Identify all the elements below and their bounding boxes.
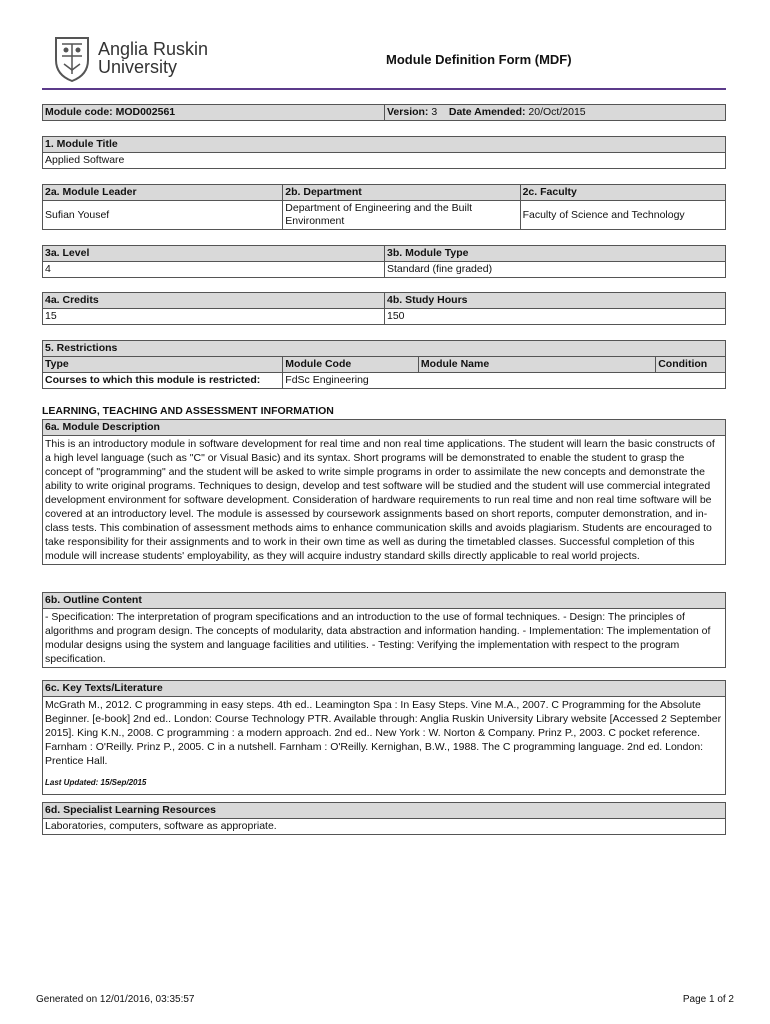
date-amended-value: 20/Oct/2015 [528, 106, 586, 118]
form-title: Module Definition Form (MDF) [386, 52, 572, 67]
module-code-table [42, 104, 726, 121]
level-table [42, 245, 726, 278]
logo-line-2: University [98, 57, 178, 77]
credits-table [42, 292, 726, 325]
leader-head: 2a. Module Leader [43, 185, 282, 200]
study-hours-value: 150 [384, 309, 725, 324]
learning-resources-head: 6d. Specialist Learning Resources [43, 803, 725, 818]
version-label: Version: [387, 106, 429, 118]
learning-resources-table [42, 802, 726, 835]
key-texts-body: McGrath M., 2012. C programming in easy steps. 4th ed.. Leamington Spa : In Easy Steps. Vine M.A., 2007. C Programming for the Absolute Beginner. [e-book] 2nd ed.. London: Course Technology PTR. Available through: Anglia Ruskin University Library website [Accessed 2 September 2015]. King K.N., 2008. C programming : a modern approach. 2nd ed.. New York : W. Norton & Company. Prinz P., 2003. C pocket reference. Farnham : O'Reilly. Prinz P., 2005. C in a nutshell. Farnham : O'Reilly. Kernighan, B.W., 1988. The C programming language. 2nd ed. London: Prentice Hall. [45, 699, 722, 767]
header-rule [42, 88, 726, 90]
col-condition: Condition [655, 357, 725, 372]
credits-value: 15 [45, 310, 57, 322]
restriction-name [418, 373, 655, 388]
key-texts-table [42, 680, 726, 795]
restrictions-head: 5. Restrictions [43, 341, 725, 356]
page-number: Page 1 of 2 [682, 994, 734, 1005]
module-title-head: 1. Module Title [43, 137, 725, 152]
key-texts-head: 6c. Key Texts/Literature [43, 681, 725, 696]
generated-on: Generated on 12/01/2016, 03:35:57 [36, 994, 195, 1005]
department-value: Department of Engineering and the Built Environment [282, 201, 519, 229]
leader-value: Sufian Yousef [45, 208, 110, 221]
learning-resources-body: Laboratories, computers, software as appropriate. [45, 820, 277, 832]
restrictions-table [42, 340, 726, 389]
faculty-head: 2c. Faculty [520, 185, 725, 200]
date-amended-label: Date Amended: [448, 106, 526, 118]
col-type: Type [43, 357, 282, 372]
col-module-code: Module Code [282, 357, 418, 372]
leader-table [42, 184, 726, 230]
level-value: 4 [45, 263, 51, 275]
study-hours-head: 4b. Study Hours [384, 293, 725, 308]
module-title-table [42, 136, 726, 169]
module-description-body: This is an introductory module in software development for real time and non real time applications. The student will learn the basic constructs of a high level language (such as "C" or Visual Basic) and its syntax. Short programs will be demonstrated to enable the student to grasp the concept of "programming" and the student will be asked to write simple programs in order to assimilate the new concepts and demonstrate the ability to write original programs. Techniques to design, develop and test software will be studied and the student will use commercial integrated development environment for software development. Consideration of hardware requirements to run real time and non real time software will be covered at an introductory level. The module is assessed by coursework assignments based on short reports, computer demonstration, and in-class tests. This combination of assessment methods aims to enhance communication skills and avoids plagiarism. Students are encouraged to take responsibility for their assignments and to work in their own time as well as during the timetabled classes. Successful completion of this module will increase students' employability, as they will acquire industry standard skills directly applicable to real world projects. [45, 438, 715, 562]
module-type-value: Standard (fine graded) [384, 262, 725, 277]
version-value: 3 [431, 106, 438, 118]
university-logo [52, 34, 212, 82]
last-updated: Last Updated: 15/Sep/2015 [45, 778, 147, 787]
module-description-table [42, 419, 726, 565]
module-type-head: 3b. Module Type [384, 246, 725, 261]
restriction-type: Courses to which this module is restricted: [45, 374, 261, 386]
module-title-value: Applied Software [45, 154, 125, 166]
key-texts-cell [43, 697, 725, 794]
faculty-value: Faculty of Science and Technology [520, 201, 725, 229]
version-date-cell [384, 105, 725, 120]
crest-icon [52, 34, 92, 82]
module-description-head: 6a. Module Description [43, 420, 725, 435]
page-header [0, 0, 770, 100]
level-head: 3a. Level [43, 246, 384, 261]
col-module-name: Module Name [418, 357, 655, 372]
credits-head: 4a. Credits [43, 293, 384, 308]
outline-content-table [42, 592, 726, 668]
restriction-condition [655, 373, 725, 388]
logo-wordmark [98, 40, 208, 76]
lta-heading: LEARNING, TEACHING AND ASSESSMENT INFORMATION [42, 405, 334, 417]
logo-line-1: Anglia Ruskin [98, 39, 209, 59]
outline-content-head: 6b. Outline Content [43, 593, 725, 608]
department-head: 2b. Department [282, 185, 519, 200]
restriction-code: FdSc Engineering [282, 373, 418, 388]
module-code: Module code: MOD002561 [43, 105, 384, 120]
outline-content-body: - Specification: The interpretation of program specifications and an introduction to the use of formal techniques. - Design: The principles of algorithms and program design. The concepts of modularity, data abstraction and information handing. - Implementation: The implementation of modular designs using the system and language facilities and utilities. - Testing: Verifying the implementation with respect to the program specification. [45, 611, 711, 665]
